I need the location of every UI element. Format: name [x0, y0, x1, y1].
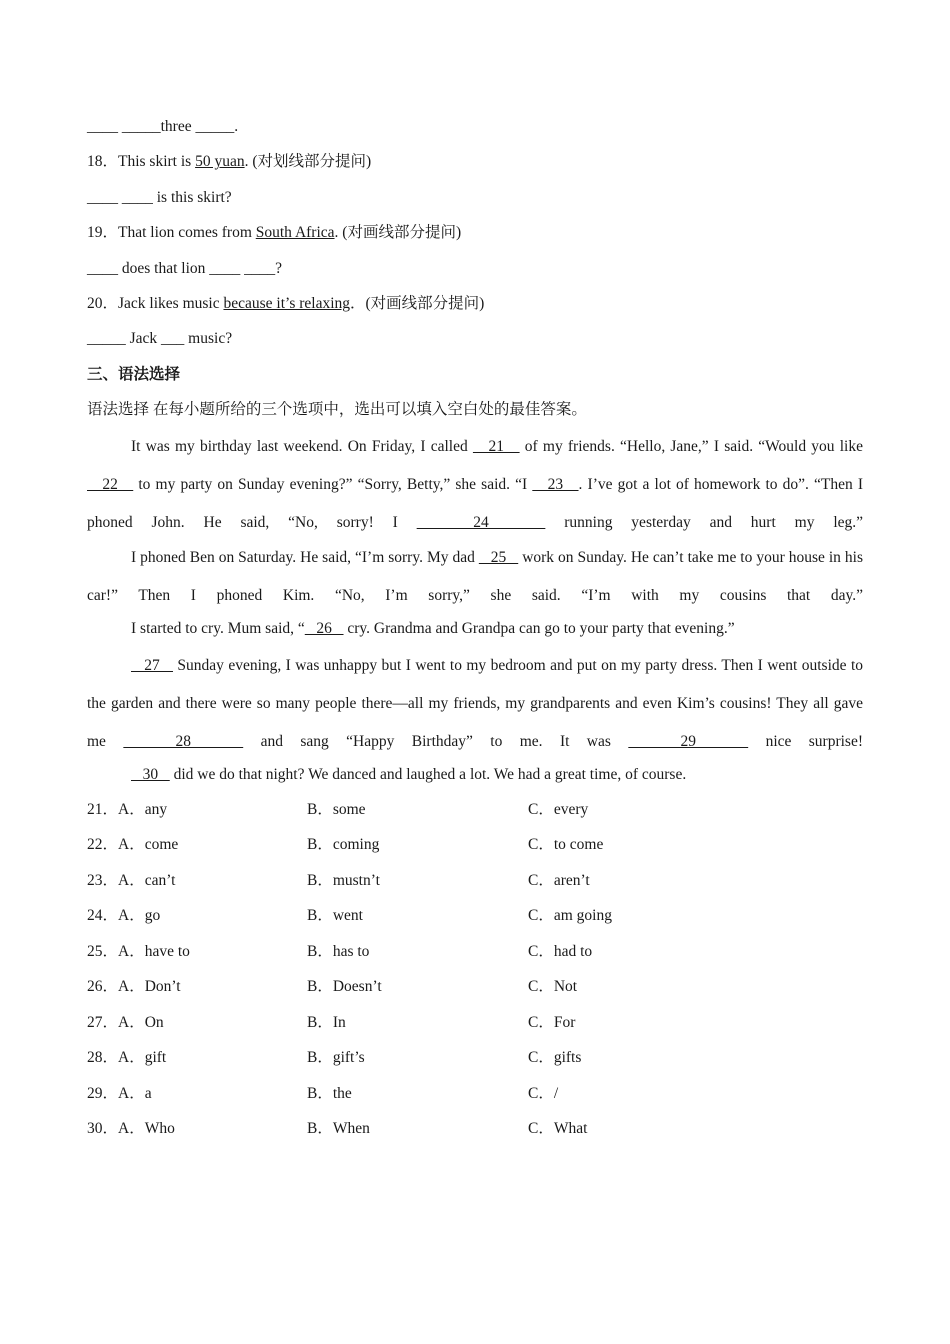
blank-29: 29 — [628, 733, 749, 750]
options-row-22 — [87, 835, 863, 855]
option-b: B．In — [307, 1014, 346, 1031]
option-a: 26．A．Don’t — [87, 978, 181, 995]
passage-paragraph-2: I phoned Ben on Saturday. He said, “I’m sorry. My dad 25 work on Sunday. He can’t take me to your house in his car!” Then I phoned Kim. “No, I’m sorry,” she said. “I’m with my cousins that day.” — [87, 549, 863, 604]
options-row-27 — [87, 1013, 863, 1033]
option-a: 21．A．any — [87, 801, 168, 818]
blank: ____ — [87, 118, 118, 135]
section-title: 三、语法选择 — [87, 366, 181, 383]
option-c: C．What — [528, 1120, 588, 1137]
blank-27: 27 — [131, 657, 173, 674]
blank-24: 24 — [416, 514, 546, 531]
option-b: B．coming — [307, 836, 380, 853]
option-c: C．For — [528, 1014, 576, 1031]
option-b: B．gift’s — [307, 1049, 365, 1066]
options-row-26 — [87, 977, 863, 997]
question-18: 18．This skirt is 50 yuan. (对划线部分提问) — [87, 153, 372, 170]
option-a: 22．A．come — [87, 836, 179, 853]
option-c: C．every — [528, 801, 589, 818]
option-b: B．Doesn’t — [307, 978, 382, 995]
option-c: C．gifts — [528, 1049, 582, 1066]
option-a: 24．A．go — [87, 907, 161, 924]
passage-paragraph-4: 27 Sunday evening, I was unhappy but I went to my bedroom and put on my party dress. Then I went outside to the garden and there were so many people there—all my friends, my grandparents and even Kim’s cousins! They all gave me 28 and sang “Happy Birthday” to me. It was 29 nice surprise! — [87, 657, 864, 750]
options-row-28 — [87, 1048, 863, 1068]
option-c: C．aren’t — [528, 872, 590, 889]
options-row-23 — [87, 871, 863, 891]
answer-line-19: ____ does that lion ____ ____? — [87, 260, 283, 277]
blank-30: 30 — [131, 766, 170, 783]
options-row-24 — [87, 906, 863, 926]
blank: ____ — [240, 260, 276, 277]
answer-line-20: _____ Jack ___ music? — [87, 330, 233, 347]
options-row-30 — [87, 1119, 863, 1139]
passage-paragraph-5: 30 did we do that night? We danced and laughed a lot. We had a great time, of course. — [131, 766, 687, 783]
option-a: 23．A．can’t — [87, 872, 176, 889]
option-b: B．some — [307, 801, 366, 818]
options-row-21 — [87, 800, 863, 820]
underlined-part: 50 yuan — [195, 153, 245, 170]
option-b: B．the — [307, 1085, 352, 1102]
blank-26: 26 — [304, 620, 344, 637]
option-c: C．am going — [528, 907, 612, 924]
blank: ____ — [118, 189, 153, 206]
answer-line-18: ____ ____ is this skirt? — [87, 189, 232, 206]
option-c: C．/ — [528, 1085, 559, 1102]
underlined-part: South Africa — [255, 224, 335, 241]
options-row-29 — [87, 1084, 863, 1104]
blank-23: 23 — [532, 476, 579, 493]
blank: _____ — [191, 118, 235, 135]
passage-paragraph-1: It was my birthday last weekend. On Friday, I called 21 of my friends. “Hello, Jane,” I said. “Would you like 22 to my party on Sunday evening?” “Sorry, Betty,” she said. “I 23 . I’ve got a lot of homework to do”. “Then I phoned John. He said, “No, sorry! I 24 running yesterday and hurt my leg.” — [87, 438, 864, 531]
option-a: 29．A．a — [87, 1085, 152, 1102]
option-a: 30．A．Who — [87, 1120, 175, 1137]
blank-25: 25 — [478, 549, 519, 566]
answer-line-17: ____ _____three _____. — [87, 118, 239, 135]
option-b: B．went — [307, 907, 363, 924]
passage-paragraph-3: I started to cry. Mum said, “ 26 cry. Grandma and Grandpa can go to your party that evening.” — [131, 620, 735, 637]
option-c: C．Not — [528, 978, 578, 995]
option-a: 27．A．On — [87, 1014, 164, 1031]
blank: ____ — [87, 260, 118, 277]
blank: _____ — [121, 118, 161, 135]
option-a: 28．A．gift — [87, 1049, 167, 1066]
question-20: 20．Jack likes music because it’s relaxing．(对画线部分提问) — [87, 295, 485, 312]
blank-28: 28 — [123, 733, 244, 750]
blank: _____ — [87, 330, 126, 347]
question-19: 19．That lion comes from South Africa. (对画线部分提问) — [87, 224, 462, 241]
option-c: C．had to — [528, 943, 593, 960]
blank: ___ — [161, 330, 185, 347]
option-b: B．When — [307, 1120, 370, 1137]
option-a: 25．A．have to — [87, 943, 190, 960]
option-b: B．mustn’t — [307, 872, 380, 889]
blank: ____ — [209, 260, 241, 277]
blank-21: 21 — [472, 438, 520, 455]
blank: ____ — [87, 189, 118, 206]
blank-22: 22 — [87, 476, 134, 493]
option-c: C．to come — [528, 836, 604, 853]
section-instruction: 语法选择 在每小题所给的三个选项中，选出可以填入空白处的最佳答案。 — [87, 401, 587, 418]
options-row-25 — [87, 942, 863, 962]
underlined-part: because it’s relaxing — [223, 295, 351, 312]
option-b: B．has to — [307, 943, 370, 960]
